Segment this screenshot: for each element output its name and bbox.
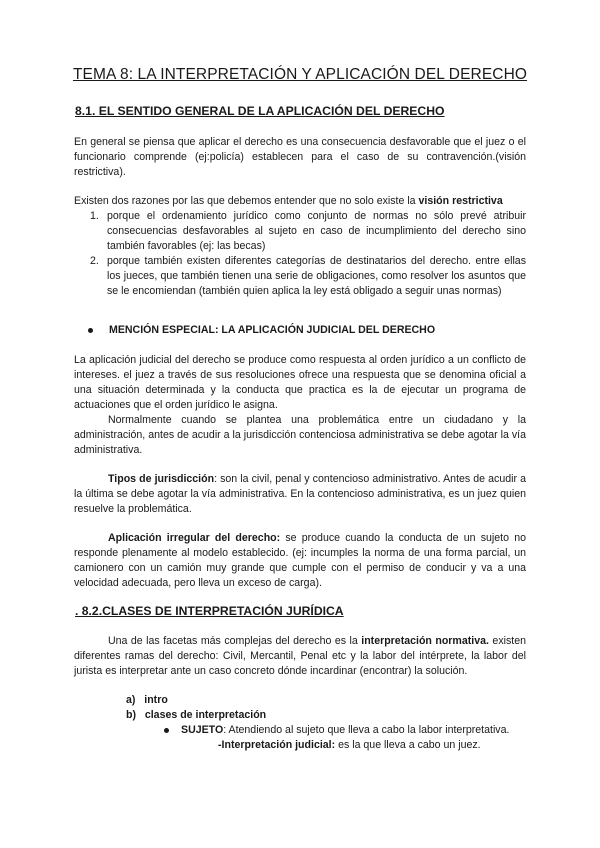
irregular-application-label: Aplicación irregular del derecho:	[108, 532, 281, 544]
jurisdiction-types-text: : son la civil, penal y contencioso administrativo. Antes de acudir a la última se debe agotar la vía administrativa. En la contencioso administrativa, es un juez quien resuelve la problemática.	[74, 473, 527, 515]
section-1-paragraph-1: En general se piensa que aplicar el derecho es una consecuencia desfavorable que el juez o el funcionario comprende (ej:policía) establecen para el caso de su contravención.(visión restrictiva).	[74, 136, 526, 178]
section-2-paragraph-1	[74, 634, 526, 679]
judicial-label: -Interpretación judicial:	[218, 739, 336, 751]
judicial-interpretation-item	[218, 738, 481, 753]
irregular-application-text: se produce cuando la conducta de un sujeto no responde plenamente al modelo establecido. (ej: incumples la norma de una forma parcial, un camionero con un camión muy grande que cumple con el permiso de conducir y va a una velocidad adecuada, pero lleva un exceso de carga).	[74, 532, 526, 589]
section-1-paragraph-2	[74, 194, 526, 209]
alpha-item-a	[126, 693, 168, 708]
section-1-paragraph-6	[74, 531, 526, 591]
list-item-text: porque también existen diferentes categorías de destinatarios del derecho. entre ellas los jueces, que también tienen una serie de obligaciones, como resolver los asuntos que se le encomiendan (también quien aplica la ley está obligado a seguir unas normas)	[107, 255, 526, 297]
alpha-mark: a)	[126, 694, 136, 706]
paragraph-2-bold: visión restrictiva	[418, 195, 503, 207]
section-1-paragraph-3: La aplicación judicial del derecho se produce como respuesta al orden jurídico a un conflicto de intereses. el juez a través de sus resoluciones ofrece una respuesta que se denomina oficial a una situación determinada y la conducta que practica es la de ejecutar un programa de actuaciones que el orden jurídico le asigna.	[74, 354, 526, 411]
alpha-item-b	[126, 708, 266, 723]
bullet-icon	[88, 328, 93, 333]
list-item-number: 1.	[90, 210, 99, 222]
sujeto-item	[164, 723, 509, 738]
section-2-text-a: Una de las facetas más complejas del derecho es la	[108, 635, 362, 647]
document-title: TEMA 8: LA INTERPRETACIÓN Y APLICACIÓN DEL DERECHO	[72, 66, 528, 83]
sujeto-label: SUJETO	[181, 724, 224, 736]
alpha-text: clases de interpretación	[144, 709, 267, 721]
paragraph-2-text: Existen dos razones por las que debemos entender que no solo existe la	[74, 195, 419, 207]
list-item-number: 2.	[90, 255, 99, 267]
alpha-text: intro	[144, 694, 168, 706]
section-1-paragraph-4: Normalmente cuando se plantea una problemática entre un ciudadano y la administración, antes de acudir a la jurisdicción contenciosa administrativa se debe agotar la vía administrativa.	[74, 414, 526, 456]
sujeto-text: : Atendiendo al sujeto que lleva a cabo la labor interpretativa.	[223, 724, 510, 736]
section-1-heading: 8.1. EL SENTIDO GENERAL DE LA APLICACIÓN DEL DERECHO	[75, 104, 445, 118]
section-2-bold: interpretación normativa.	[361, 635, 489, 647]
list-item	[90, 254, 526, 299]
special-mention-heading	[88, 324, 435, 336]
section-1-paragraph-5	[74, 472, 526, 517]
judicial-text: es la que lleva a cabo un juez.	[335, 739, 481, 751]
list-item-text: porque el ordenamiento jurídico como conjunto de normas no sólo prevé atribuir consecuencias desfavorables al sujeto en caso de incumplimiento del derecho sino también favorables (ej: las becas)	[107, 210, 526, 252]
list-item	[90, 209, 526, 254]
alpha-mark: b)	[126, 709, 136, 721]
special-mention-text: MENCIÓN ESPECIAL: LA APLICACIÓN JUDICIAL DEL DERECHO	[109, 324, 436, 336]
section-2-heading: . 8.2.CLASES DE INTERPRETACIÓN JURÍDICA	[75, 604, 344, 618]
section-2-text-b: existen diferentes ramas del derecho: Civil, Mercantil, Penal etc y la labor del intérprete, la labor del jurista es interpretar ante un caso concreto dónde incardinar (encontrar) la solución.	[74, 635, 526, 677]
reasons-list	[90, 209, 526, 299]
bullet-icon	[164, 728, 169, 733]
jurisdiction-types-label: Tipos de jurisdicción	[108, 473, 215, 485]
